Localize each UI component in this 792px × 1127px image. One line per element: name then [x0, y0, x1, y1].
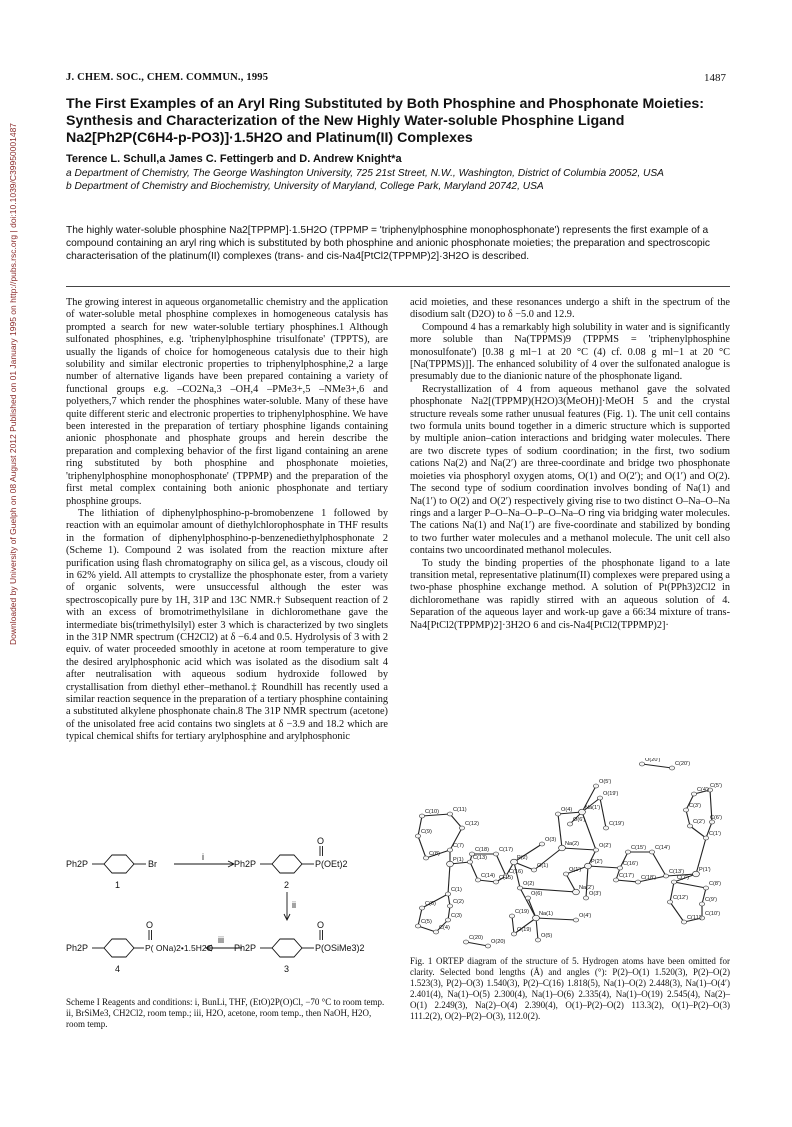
compound-2-number: 2: [284, 880, 290, 890]
step-i-label: i: [202, 852, 204, 862]
step-ii-label: ii: [292, 900, 296, 910]
ortep-atom-label: P(1'): [699, 867, 711, 873]
compound-4-salt: P( ONa)2•1.5H2O: [145, 943, 214, 953]
download-notice: [4, 122, 24, 645]
paragraph: Compound 4 has a remarkably high solubility in water and is significantly more soluble than Na(TPPMS)9 (TPPMS = 'triphenylphosphine monosulfonate') [0.38 g ml−1 at 20 °C (4) cf. 0.08 g ml−1 at 20 °C [Na(TPPMS)]]. The enhanced solubility of 4 over the sulfonated analogue is presumably due to the dianionic nature of the phosphonate ligand.: [410, 321, 730, 383]
ortep-atom-label: C(9): [421, 829, 432, 835]
ortep-atom-label: C(2'): [693, 819, 705, 825]
ortep-atom-label: O(6): [531, 891, 543, 897]
ortep-atom-label: O(5): [541, 933, 553, 939]
article-title: The First Examples of an Aryl Ring Substituted by Both Phosphine and Phosphonate Moieties: Synthesis and Characterization of the New Highly Water-soluble Phosphine Ligand Na2[Ph2P(C6H4-p-PO3)]·1.5H2O and Platinum(II) Complexes: [66, 96, 704, 146]
ortep-atom: [567, 822, 572, 826]
ortep-atom-label: Na(2'): [579, 885, 595, 891]
ortep-atom: [691, 792, 696, 796]
ortep-atom-label: C(8): [429, 851, 440, 857]
ortep-atom-label: C(15'): [631, 845, 647, 851]
compound-1-phosphine: Ph2P: [66, 859, 89, 869]
author-list: Terence L. Schull,a James C. Fettingerb and D. Andrew Knight*a: [66, 153, 402, 165]
ortep-atom: [583, 896, 588, 900]
ortep-atom: [517, 886, 522, 890]
ortep-atom: [635, 880, 640, 884]
ortep-atom-label: C(16'): [623, 861, 639, 867]
ortep-atom-label: C(13'): [669, 869, 685, 875]
ortep-atom-label: C(2): [453, 899, 464, 905]
ortep-atom-label: C(17): [499, 847, 513, 853]
ortep-bond: [562, 848, 596, 850]
compound-1-number: 1: [115, 880, 121, 890]
ortep-atom-label: C(18'): [641, 875, 657, 881]
ortep-atom-label: C(12'): [673, 895, 689, 901]
compound-2-phosphonate: P(OEt)2: [315, 859, 348, 869]
ortep-atom-label: O(4'): [579, 913, 592, 919]
ortep-atom-label: O(6'): [573, 817, 586, 823]
ortep-diagram: [410, 758, 730, 950]
ortep-bond: [520, 888, 576, 892]
compound-3-phosphine: Ph2P: [234, 943, 257, 953]
ortep-atom: [597, 796, 602, 800]
ortep-bond: [642, 764, 672, 768]
ortep-atom-label: C(9'): [705, 897, 717, 903]
ortep-atom: [423, 856, 428, 860]
ortep-atom-label: O(4): [561, 807, 573, 813]
ortep-atom-label: Na(2): [565, 841, 579, 847]
ortep-atom: [445, 918, 450, 922]
ortep-atom-label: P(2): [517, 855, 528, 861]
ortep-atom-label: C(4'): [697, 787, 709, 793]
ortep-atom: [419, 906, 424, 910]
ortep-atom-label: C(3'): [689, 803, 701, 809]
compound-3-number: 3: [284, 964, 290, 974]
ortep-bond: [674, 882, 706, 888]
ortep-atom: [703, 886, 708, 890]
affiliation-b: b Department of Chemistry and Biochemistry, University of Maryland, College Park, Maryland 20742, USA: [66, 181, 544, 192]
ortep-atom-label: C(13): [473, 855, 487, 861]
affiliation-a: a Department of Chemistry, The George Washington University, 725 21st Street, N.W., Washington, District of Columbia 20052, USA: [66, 168, 664, 179]
ortep-atom-label: C(11): [453, 807, 467, 813]
ortep-atom-label: C(17'): [619, 873, 635, 879]
ortep-atom-label: C(11'): [687, 915, 702, 921]
compound-2-oxo: O: [317, 836, 325, 846]
ortep-atom: [681, 920, 686, 924]
abstract-divider: [66, 286, 730, 287]
ortep-atom-label: C(12): [465, 821, 479, 827]
compound-3-silyl-ester: P(OSiMe3)2: [315, 943, 365, 953]
ortep-atom-label: O(2'): [599, 843, 612, 849]
ortep-atom-label: C(10'): [705, 911, 721, 917]
ortep-atom-label: O(5'): [599, 779, 612, 785]
right-column: [410, 297, 730, 632]
ortep-bond: [652, 852, 666, 876]
ortep-atom: [613, 878, 618, 882]
ortep-atom-label: O(2): [523, 881, 535, 887]
ortep-atom: [447, 848, 452, 852]
ortep-atom-label: C(8'): [709, 881, 721, 887]
ortep-atom: [509, 914, 514, 918]
ortep-atom-label: C(3): [451, 913, 462, 919]
ortep-atom-label: P(1): [453, 857, 464, 863]
ortep-atom: [663, 874, 668, 878]
ortep-atom: [493, 852, 498, 856]
ortep-atom: [555, 812, 560, 816]
paragraph: To study the binding properties of the phosphonate ligand to a late transition metal, representative platinum(II) complexes were prepared using a two-phase phosphine exchange method. A solution of Pt(PPh3)2Cl2 in dichloromethane was rapidly stirred with an aqueous solution of 4. Separation of the aqueous layer and work-up gave a 66:34 mixture of trans-Na4[PtCl2(TPPMP)2]·3H2O 6 and cis-Na4[PtCl2(TPPMP)2]·: [410, 557, 730, 631]
ortep-atom: [625, 850, 630, 854]
paragraph: acid moieties, and these resonances undergo a shift in the spectrum of the disodium salt (D2O) to δ −5.0 and 12.9.: [410, 297, 730, 321]
ortep-atom: [419, 814, 424, 818]
ortep-atom-label: C(7): [453, 843, 464, 849]
ortep-bond: [514, 862, 520, 888]
ortep-atom-label: O(19'): [603, 791, 619, 797]
download-notice-text[interactable]: Downloaded by University of Guelph on 08 August 2012 Published on 01 January 1995 on http://pubs.rsc.org | doi:10.1039/C39950001487: [8, 122, 18, 645]
ortep-atom: [467, 860, 472, 864]
ortep-atom-label: C(19): [515, 909, 529, 915]
ortep-atom: [511, 932, 516, 936]
ortep-atom: [703, 836, 708, 840]
ortep-atom: [593, 784, 598, 788]
left-column: [66, 297, 388, 744]
ortep-atom: [485, 944, 490, 948]
ortep-atom-label: O(20): [491, 939, 506, 945]
ortep-atom: [447, 812, 452, 816]
ortep-bond: [450, 814, 462, 828]
ortep-atom-label: C(14'): [655, 845, 671, 851]
ortep-atom-label: C(18): [475, 847, 489, 853]
compound-1-bromo: Br: [148, 859, 157, 869]
ortep-bond: [536, 918, 538, 940]
ortep-atom: [463, 940, 468, 944]
ortep-bond: [558, 814, 562, 848]
ortep-bond: [512, 916, 514, 934]
ortep-bond: [536, 918, 576, 920]
ortep-bond: [588, 866, 620, 868]
ortep-atom: [667, 900, 672, 904]
compound-4-oxo: O: [146, 920, 154, 930]
ortep-atom-label: C(14): [481, 873, 495, 879]
ortep-atom: [671, 880, 676, 884]
ortep-atom: [415, 924, 420, 928]
ortep-atom: [563, 872, 568, 876]
ortep-bond: [448, 864, 450, 894]
ortep-atom-label: Na(1): [539, 911, 553, 917]
ortep-atom: [617, 866, 622, 870]
ortep-bond: [470, 862, 478, 880]
ortep-atom-label: C(5'): [710, 783, 722, 789]
ortep-bond: [496, 854, 506, 876]
ortep-atom-label: C(4): [439, 925, 450, 931]
scheme-caption: Scheme I Reagents and conditions: i, BunLi, THF, (EtO)2P(O)Cl, −70 °C to room temp. ii, BrSiMe3, CH2Cl2, room temp.; iii, H2O, acetone, room temp., then NaOH, H2O, room temp.: [66, 997, 385, 1029]
ortep-atom-label: C(1): [451, 887, 462, 893]
ortep-atom-label: C(16): [509, 869, 523, 875]
ortep-atom: [415, 834, 420, 838]
ortep-atom: [459, 826, 464, 830]
ortep-atom: [531, 868, 536, 872]
ortep-bond: [600, 798, 606, 828]
ortep-atom-label: C(5): [421, 919, 432, 925]
ortep-atom: [433, 930, 438, 934]
ortep-bond: [670, 902, 684, 922]
ortep-atom-label: O(19): [517, 927, 532, 933]
journal-header: J. CHEM. SOC., CHEM. COMMUN., 1995: [66, 72, 269, 83]
affiliations: [66, 167, 730, 193]
paragraph: Recrystallization of 4 from aqueous methanol gave the solvated phosphonate Na2[(TPPMP)(H2O)3(MeOH)]·MeOH 5 and the crystal structure reveals some rather unusual features (Fig. 1). The unit cell contains two formula units bound together in a dimeric structure which is supported by multiple anion–cation interactions and bridging water molecules. There are two discrete types of sodium coordination; in the first, two sodium cations Na(2) and Na(2′) are three-coordinate and bridge two phosphonate moieties via phosphoryl oxygen atoms, O(1) and O(2′); and O(1′) and O(2). The second type of sodium coordination involves bonding of Na(1) and Na(1′) to O(2) and O(2′) respectively giving rise to two distinct O–Na–O–Na rings and a larger P–O–Na–O–P–O–Na–O ring via bridging water molecules. The cations Na(1) and Na(1′) are five-coordinate and stabilized by bonding to two further water molecules and a methanol molecule. The unit cell also contains two uncoordinated methanol molecules.: [410, 383, 730, 557]
ortep-atom: [699, 902, 704, 906]
page-number: 1487: [704, 72, 726, 84]
ortep-atom-label: P(2'): [591, 859, 603, 865]
ortep-atom-label: O(20'): [645, 758, 661, 763]
ortep-bond: [690, 826, 706, 838]
ortep-atom: [573, 918, 578, 922]
ortep-bond: [586, 866, 588, 898]
ortep-atom-label: C(15): [499, 875, 513, 881]
ortep-atom: [539, 842, 544, 846]
ortep-atom-label: C(7'): [677, 875, 689, 881]
ortep-atom: [493, 880, 498, 884]
ortep-atom: [649, 850, 654, 854]
ortep-atom-label: C(6): [425, 901, 436, 907]
ortep-atom: [525, 896, 530, 900]
ortep-atom: [535, 938, 540, 942]
abstract: The highly water-soluble phosphine Na2[TPPMP]·1.5H2O (TPPMP = 'triphenylphosphine monophosphonate') represents the first example of a compound containing an aryl ring which is substituted by both phosphine and anionic phosphonate moieties; the preparation and spectroscopic characterisation of the platinum(II) complexes (trans- and cis-Na4[PtCl2(TPPMP)2]·3H2O is described.: [66, 225, 710, 262]
ortep-bond: [686, 810, 690, 826]
ortep-atom-label: C(1'): [709, 831, 721, 837]
ortep-atom-label: Na(1'): [585, 805, 601, 811]
figure-caption: Fig. 1 ORTEP diagram of the structure of 5. Hydrogen atoms have been omitted for clarity. Selected bond lengths (Å) and angles (°): P(2)–O(1) 1.520(3), P(2)–O(2) 1.523(3), P(2)–O(3) 1.540(3), P(2)–C(16) 1.818(5), Na(1)–O(2) 2.448(3), Na(1)–O(4′) 2.401(4), Na(1)–O(5) 2.300(4), Na(1)–O(6) 2.335(4), Na(1)–O(19) 2.545(4), Na(2)–O(1) 2.249(3), Na(2)–O(4) 2.390(4), O(1)–P(2)–O(2) 113.3(2), O(1)–P(2)–O(3) 111.2(2), O(2)–P(2)–O(3), 112.0(2).: [410, 956, 730, 1021]
ortep-atom-label: O(1'): [569, 867, 582, 873]
paragraph: The lithiation of diphenylphosphino-p-bromobenzene 1 followed by reaction with an equimolar amount of diethylchlorophosphate in THF results in the formation of diphenylphosphino-p-benzenediethylphosphonate 2 (Scheme 1). Compound 2 was isolated from the reaction mixture after purification using flash chromatography on silica gel, as a viscous, cloudy oil in 62% yield. All attempts to crystallize the phosphonate ester, from a variety of organic solvents, were unsuccessful although the ester was spectroscopically pure by 1H, 31P and 13C NMR.† Subsequent reaction of 2 with an excess of bromotrimethylsilane in dichloromethane gave the intermediate bis(trimethylsilyl) ester 3 which is characterized by two singlets in the 31P NMR spectrum (CH2Cl2) at δ −6.4 and 0.5. Hydrolysis of 3 with 2 equiv. of water proceeded smoothly in acetone at room temperature to give the desired arylphosphonic acid which was isolated as the disodium salt 4 after neutralisation with aqueous sodium hydroxide followed by crystallisation from diethyl ether–methanol.‡ Roundhill has recently used a similar reaction sequence in the preparation of a tertiary phosphine containing a substituted alkylene phosphonate chain.8 The 31P NMR spectrum (acetone) of the unisolated free acid contains two singlets at δ −3.9 and 18.2 which are typical chemical shifts for tertiary arylphosphine and arylphosphonic: [66, 507, 388, 743]
ortep-atom: [669, 766, 674, 770]
ortep-atom-label: O(3): [545, 837, 557, 843]
compound-4-phosphine: Ph2P: [66, 943, 89, 953]
ortep-atom: [603, 826, 608, 830]
ortep-atom-label: C(20'): [675, 761, 691, 767]
reaction-scheme: [66, 824, 388, 994]
ortep-atom-label: O(1): [537, 863, 549, 869]
ortep-atom: [475, 878, 480, 882]
ortep-atom: [687, 824, 692, 828]
step-iii-label: iii: [218, 935, 224, 945]
ortep-atom: [593, 848, 598, 852]
compound-4-number: 4: [115, 964, 121, 974]
ortep-atom-label: O(3'): [589, 891, 602, 897]
ortep-atom: [639, 762, 644, 766]
ortep-atom: [445, 892, 450, 896]
ortep-atom: [447, 904, 452, 908]
ortep-atom-label: C(19'): [609, 821, 625, 827]
ortep-bond: [418, 836, 426, 858]
compound-2-phosphine: Ph2P: [234, 859, 257, 869]
ortep-atom-label: C(10): [425, 809, 439, 815]
paragraph: The growing interest in aqueous organometallic chemistry and the application of water-soluble metal phosphine complexes in homogeneous catalysis has prompted a search for new water-soluble tertiary phosphines.1 Although sulfonated phosphines, e.g. 'triphenylphosphine trisulfonate' (TPPTS), are usually the ligands of choice for homogeneous catalysis due to their high solubility and similar electronic properties to triphenylphosphine,2 a large number of alternative ligands have been prepared containing a variety of functional groups e.g. –CO2Na,3 –OH,4 –PMe3+,5 –NMe3+,6 and polyethers,7 which render the phosphines water-soluble. Many of these have quite different steric and electronic properties to triphenylphosphine. We have been interested in the preparation of tertiary phosphine ligands containing anionic phosphonate and phosphate groups and herein describe the preparation and complexing behavior of the first ligand containing an arene ring substituted by both phosphine and phosphonate moieties, 'triphenylphosphine monophosphonate' (TPPMP) and the preparation of the first metal complex containing both anionic phosphonate and tertiary phosphine groups.: [66, 297, 388, 507]
ortep-atom: [683, 808, 688, 812]
ortep-bond: [616, 880, 638, 882]
ortep-atom-label: C(6'): [710, 815, 722, 821]
ortep-bond: [466, 942, 488, 946]
compound-3-oxo: O: [317, 920, 325, 930]
ortep-atom-label: C(20): [469, 935, 483, 941]
